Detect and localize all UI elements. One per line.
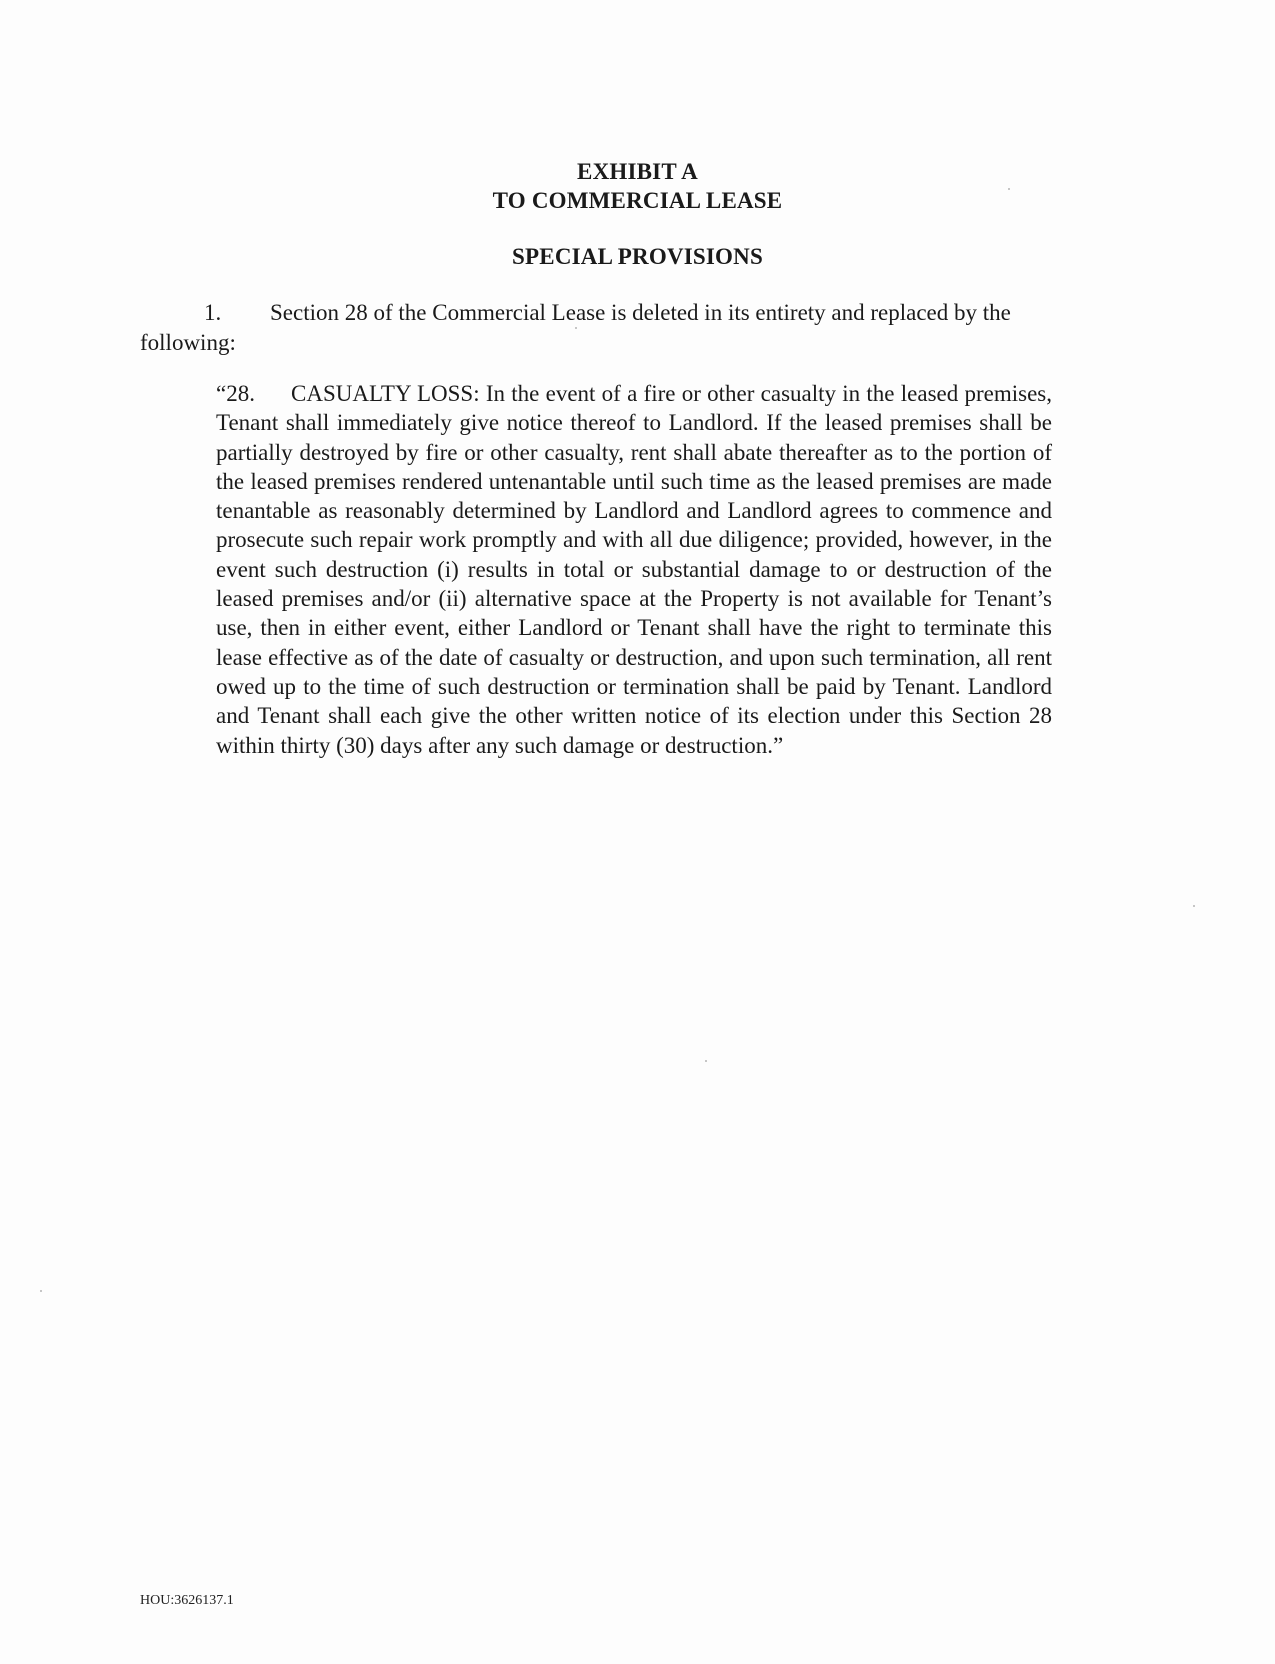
section-body: CASUALTY LOSS: In the event of a fire or other casualty in the leased premises, Tenant shall immediately give notice thereof to Landlord. If the leased premises shall be partially destroyed by fire or other casualty, rent shall abate thereafter as to the portion of the leased premises rendered untenantable until such time as the leased premises are made tenantable as reasonably determined by Landlord and Landlord agrees to commence and prosecute such repair work promptly and with all due diligence; provided, however, in the event such destruction (i) results in total or substantial damage to or destruction of the leased premises and/or (ii) alternative space at the Property is not available for Tenant’s use, then in either event, either Landlord or Tenant shall have the right to terminate this lease effective as of the date of casualty or destruction, and upon such termination, all rent owed up to the time of such destruction or termination shall be paid by Tenant. Landlord and Tenant shall each give the other written notice of its election under this Section 28 within thirty (30) days after any such damage or destruction.” bbox=[216, 381, 1052, 758]
provision-paragraph-1 bbox=[140, 298, 1130, 358]
indent-spacer bbox=[140, 298, 204, 328]
scan-speck bbox=[1193, 905, 1195, 907]
section-heading: SPECIAL PROVISIONS bbox=[512, 244, 763, 269]
document-id-footer: HOU:3626137.1 bbox=[140, 1593, 234, 1608]
provision-text: Section 28 of the Commercial Lease is deleted in its entirety and replaced by the bbox=[270, 300, 1011, 325]
exhibit-title: EXHIBIT A bbox=[577, 159, 698, 184]
exhibit-subtitle: TO COMMERCIAL LEASE bbox=[492, 188, 783, 213]
provision-text-continued: following: bbox=[140, 330, 236, 355]
scan-speck bbox=[705, 1060, 707, 1062]
scan-speck bbox=[40, 1290, 42, 1292]
provision-number: 1. bbox=[204, 300, 222, 325]
scan-speck bbox=[1008, 188, 1010, 190]
scan-speck bbox=[575, 327, 577, 329]
section-number: “28. bbox=[216, 381, 255, 406]
provision-line bbox=[140, 298, 1130, 328]
replacement-section-28 bbox=[216, 379, 1052, 760]
